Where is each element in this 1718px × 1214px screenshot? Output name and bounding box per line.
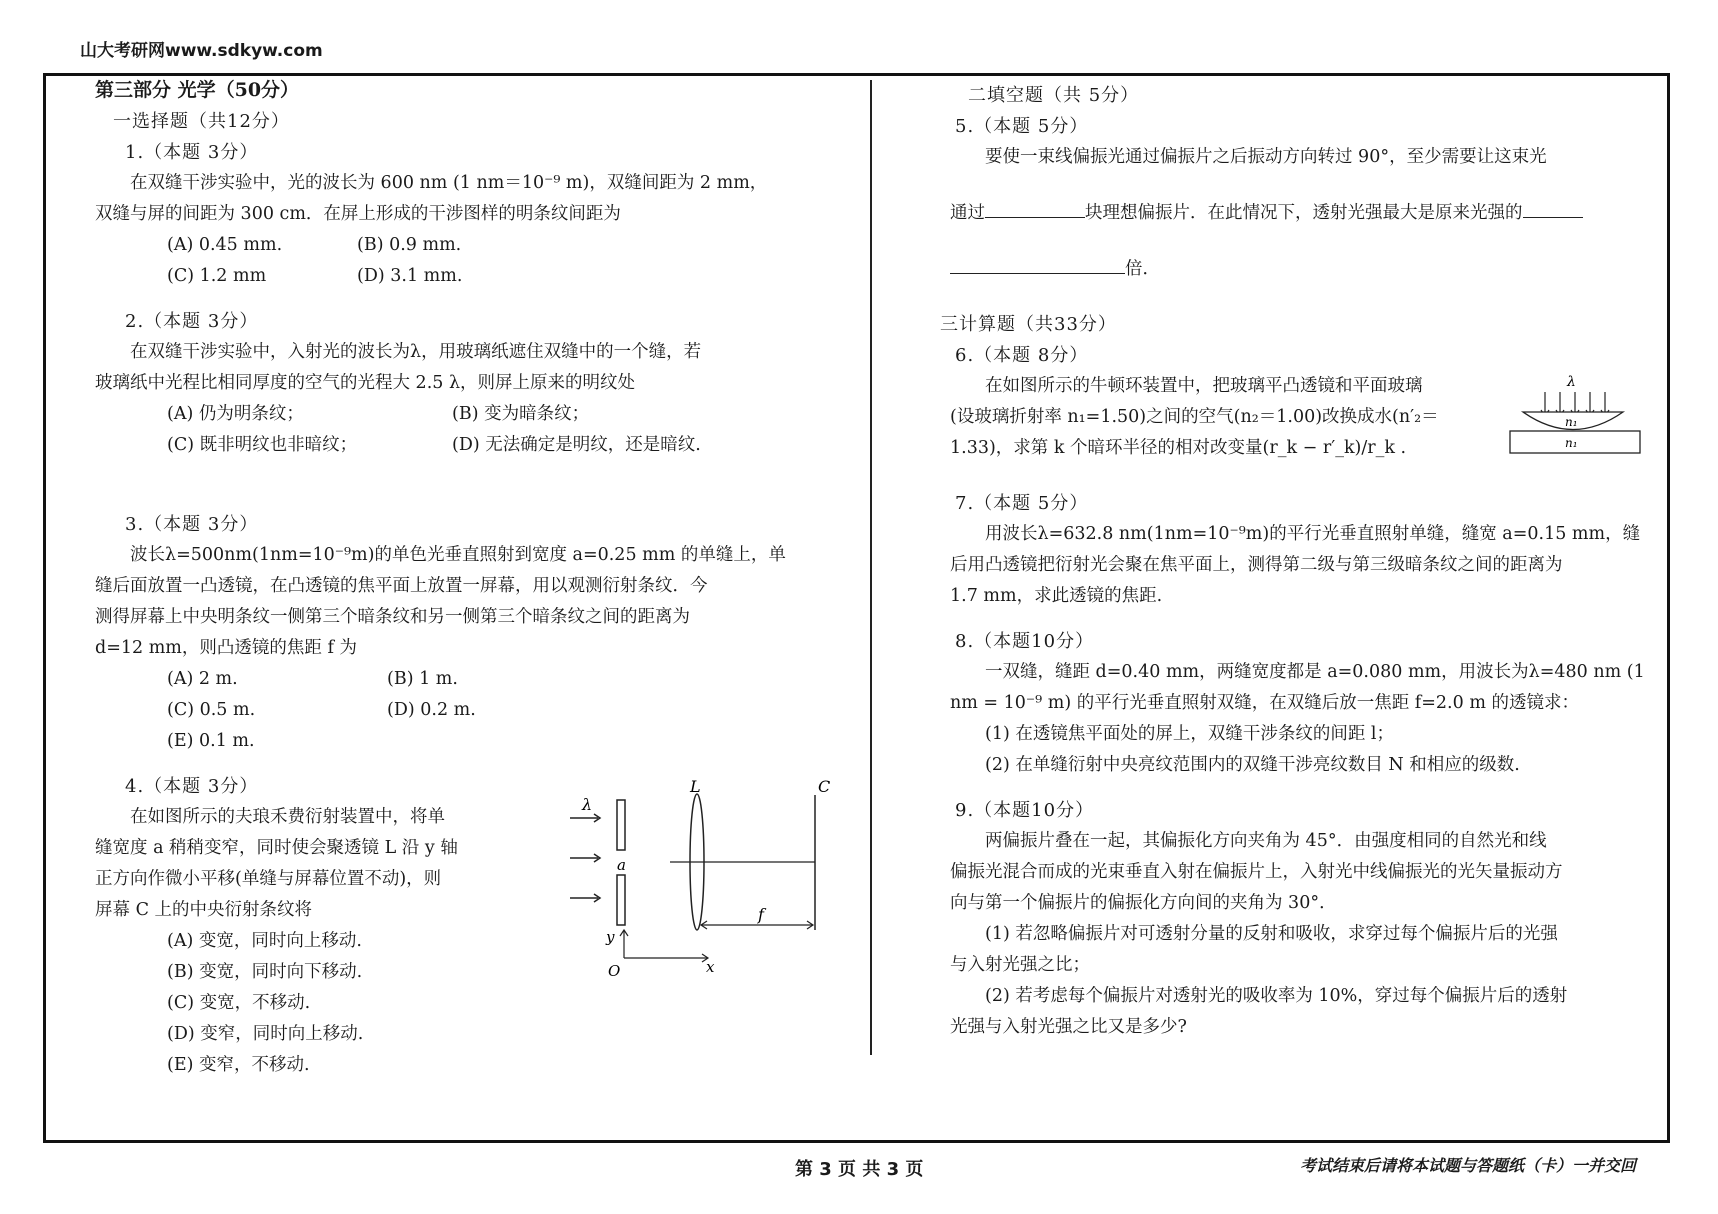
question-8-text: (1) 在透镜焦平面处的屏上，双缝干涉条纹的间距 l； [985, 724, 1395, 744]
page-number: 第 3 页 共 3 页 [795, 1159, 924, 1180]
option-a: (A) 0.45 mm. [167, 235, 283, 255]
question-8-text: (2) 在单缝衍射中央亮纹范围内的双缝干涉亮纹数目 N 和相应的级数. [985, 755, 1520, 775]
question-9-text: (1) 若忽略偏振片对可透射分量的反射和吸收，求穿过每个偏振片后的光强 [985, 924, 1558, 944]
question-1-head: 1.（本题 3分） [125, 142, 259, 163]
question-4-text: 正方向作微小平移(单缝与屏幕位置不动)，则 [95, 869, 442, 889]
question-6-head: 6.（本题 8分） [955, 345, 1089, 366]
lens-label: L [690, 780, 701, 796]
focal-length-label: f [758, 905, 764, 924]
screen-label: C [818, 780, 831, 796]
question-5-text [950, 197, 1665, 229]
site-watermark: 山大考研网www.sdkyw.com [80, 41, 323, 61]
option-a: (A) 变宽，同时向上移动. [167, 931, 362, 951]
question-9-text: 向与第一个偏振片的偏振化方向间的夹角为 30°． [950, 893, 1337, 913]
question-6-text: (设玻璃折射率 n₁=1.50)之间的空气(n₂＝1.00)改换成水(n′₂＝ [950, 407, 1439, 427]
question-8-text: 一双缝，缝距 d=0.40 mm，两缝宽度都是 a=0.080 mm，用波长为λ=480 nm (1 [985, 662, 1645, 682]
question-2-text: 在双缝干涉实验中，入射光的波长为λ，用玻璃纸遮住双缝中的一个缝，若 [130, 342, 702, 362]
part-title: 第三部分 光学（50分） [95, 79, 300, 101]
question-8-text: nm = 10⁻⁹ m) 的平行光垂直照射双缝，在双缝后放一焦距 f=2.0 m 的透镜求： [950, 693, 1579, 713]
option-d: (D) 无法确定是明纹，还是暗纹. [452, 435, 701, 455]
option-d: (D) 0.2 m. [387, 700, 476, 720]
slit-upper [617, 800, 625, 850]
newton-rings-diagram [1505, 372, 1650, 472]
question-5-text: 要使一束线偏振光通过偏振片之后振动方向转过 90°，至少需要让这束光 [985, 147, 1547, 167]
question-9-text: (2) 若考虑每个偏振片对透射光的吸收率为 10%，穿过每个偏振片后的透射 [985, 986, 1568, 1006]
column-divider [870, 80, 872, 1055]
question-7-text: 1.7 mm，求此透镜的焦距. [950, 586, 1163, 606]
text: 倍． [1125, 259, 1160, 279]
question-3-head: 3.（本题 3分） [125, 514, 259, 535]
option-a: (A) 2 m. [167, 669, 238, 689]
question-2-text: 玻璃纸中光程比相同厚度的空气的光程大 2.5 λ，则屏上原来的明纹处 [95, 373, 636, 393]
question-3-options [167, 664, 855, 695]
right-column [940, 80, 1665, 1043]
question-1-text: 双缝与屏的间距为 300 cm．在屏上形成的干涉图样的明条纹间距为 [95, 204, 621, 224]
question-3-text: d=12 mm，则凸透镜的焦距 f 为 [95, 638, 357, 658]
section-calc-title: 三计算题（共33分） [940, 314, 1117, 335]
answer-blank-1 [985, 197, 1085, 218]
question-5-head: 5.（本题 5分） [955, 116, 1089, 137]
option-b: (B) 1 m. [387, 669, 458, 689]
option-e: (E) 0.1 m. [167, 731, 255, 751]
return-note: 考试结束后请将本试题与答题纸（卡）一并交回 [1300, 1156, 1637, 1175]
answer-blank-3 [950, 253, 1125, 274]
question-4-text: 屏幕 C 上的中央衍射条纹将 [95, 900, 313, 920]
question-3-text: 波长λ=500nm(1nm=10⁻⁹m)的单色光垂直照射到宽度 a=0.25 mm 的单缝上，单 [130, 545, 786, 565]
option-a: (A) 仍为明条纹； [167, 404, 304, 424]
slit-lower [617, 875, 625, 925]
section-fill-title: 二填空题（共 5分） [968, 85, 1140, 106]
question-7-text: 用波长λ=632.8 nm(1nm=10⁻⁹m)的平行光垂直照射单缝，缝宽 a=0.15 mm，缝 [985, 524, 1641, 544]
question-9-text: 与入射光强之比； [950, 955, 1090, 975]
option-c: (C) 0.5 m. [167, 700, 256, 720]
question-9-text: 偏振光混合而成的光束垂直入射在偏振片上，入射光中线偏振光的光矢量振动方 [950, 862, 1563, 882]
question-7-head: 7.（本题 5分） [955, 493, 1089, 514]
question-2-head: 2.（本题 3分） [125, 311, 259, 332]
question-3-options [167, 695, 855, 726]
question-1-options [167, 230, 855, 261]
text: 块理想偏振片．在此情况下，透射光强最大是原来光强的 [1085, 203, 1523, 223]
question-4-head: 4.（本题 3分） [125, 776, 259, 797]
question-5-text [950, 253, 1665, 285]
question-4-text: 在如图所示的夫琅禾费衍射装置中，将单 [130, 807, 445, 827]
option-e: (E) 变窄，不移动. [167, 1055, 310, 1075]
slit-width-label: a [617, 856, 626, 874]
answer-blank-2 [1523, 197, 1583, 218]
question-3-text: 缝后面放置一凸透镜，在凸透镜的焦平面上放置一屏幕，用以观测衍射条纹．今 [95, 576, 708, 596]
origin-label: O [608, 962, 621, 980]
option-c: (C) 既非明纹也非暗纹； [167, 435, 358, 455]
question-3-text: 测得屏幕上中央明条纹一侧第三个暗条纹和另一侧第三个暗条纹之间的距离为 [95, 607, 690, 627]
lambda-label: λ [582, 795, 593, 814]
y-axis-label: y [606, 928, 615, 946]
lambda-label: λ [1567, 374, 1576, 390]
question-9-text: 光强与入射光强之比又是多少? [950, 1017, 1187, 1037]
question-2-options [167, 430, 855, 461]
option-d: (D) 3.1 mm. [357, 266, 463, 286]
option-c: (C) 变宽，不移动. [167, 993, 311, 1013]
question-2-options [167, 399, 855, 430]
option-d: (D) 变窄，同时向上移动. [167, 1024, 364, 1044]
section-choice-title: 一选择题（共12分） [113, 111, 290, 132]
option-c: (C) 1.2 mm [167, 266, 267, 286]
lens-index-label: n₁ [1565, 415, 1578, 429]
fraunhofer-diagram [560, 780, 850, 980]
question-6-text: 在如图所示的牛顿环装置中，把玻璃平凸透镜和平面玻璃 [985, 376, 1423, 396]
question-8-head: 8.（本题10分） [955, 631, 1095, 652]
question-7-text: 后用凸透镜把衍射光会聚在焦平面上，测得第二级与第三级暗条纹之间的距离为 [950, 555, 1563, 575]
question-9-text: 两偏振片叠在一起，其偏振化方向夹角为 45°．由强度相同的自然光和线 [985, 831, 1547, 851]
option-b: (B) 变为暗条纹； [452, 404, 590, 424]
question-1-options [167, 261, 855, 292]
question-9-head: 9.（本题10分） [955, 800, 1095, 821]
option-b: (B) 0.9 mm. [357, 235, 462, 255]
question-1-text: 在双缝干涉实验中，光的波长为 600 nm (1 nm＝10⁻⁹ m)，双缝间距为 2 mm， [130, 173, 768, 193]
plate-index-label: n₁ [1565, 436, 1578, 450]
question-6-text: 1.33)，求第 k 个暗环半径的相对改变量(r_k − r′_k)/r_k . [950, 438, 1407, 458]
option-b: (B) 变宽，同时向下移动. [167, 962, 363, 982]
question-4-text: 缝宽度 a 稍稍变窄，同时使会聚透镜 L 沿 y 轴 [95, 838, 458, 858]
text: 通过 [950, 203, 985, 223]
x-axis-label: x [706, 958, 715, 976]
